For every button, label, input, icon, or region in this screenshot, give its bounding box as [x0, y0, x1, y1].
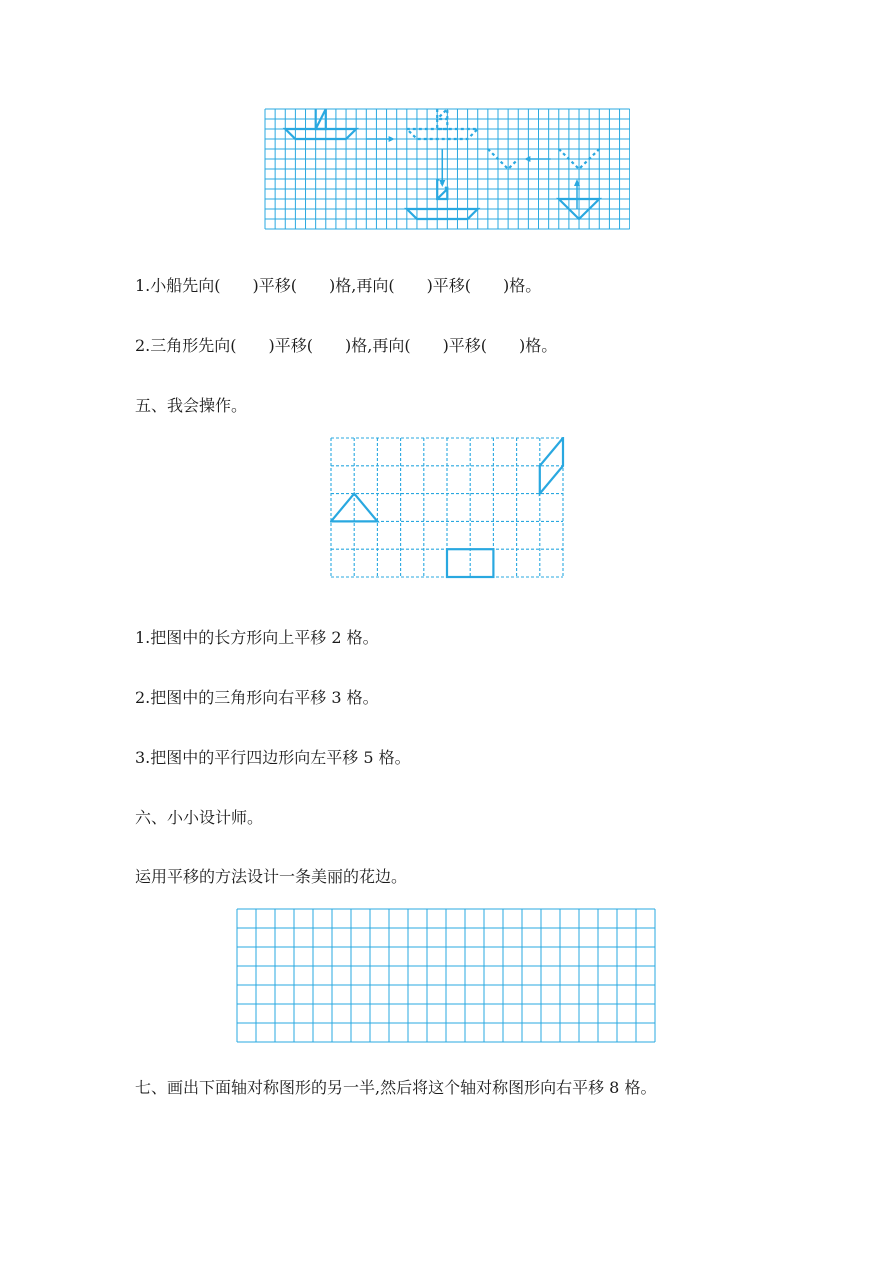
- border-design-grid: [236, 908, 658, 1044]
- operation-figure-grid: [330, 437, 565, 580]
- border-design-svg: [236, 908, 658, 1044]
- section5-heading: 五、我会操作。: [135, 396, 248, 415]
- section7-heading: 七、画出下面轴对称图形的另一半,然后将这个轴对称图形向右平移 8 格。: [135, 1078, 657, 1097]
- arrow-right-head: [389, 136, 395, 142]
- section6-heading: 六、小小设计师。: [135, 808, 264, 827]
- translation-figure-grid: [264, 108, 630, 234]
- operation-figure-svg: [330, 437, 565, 580]
- section5-question-1: 1.把图中的长方形向上平移 2 格。: [135, 628, 379, 647]
- triangle-shape: [331, 494, 377, 522]
- arrow-left-head: [524, 156, 530, 162]
- section4-question-2: 2.三角形先向( )平移( )格,再向( )平移( )格。: [135, 336, 558, 355]
- section4-question-1: 1.小船先向( )平移( )格,再向( )平移( )格。: [135, 276, 542, 295]
- translation-figure-svg: [264, 108, 630, 234]
- grid-lines: [237, 909, 655, 1042]
- grid-lines: [265, 109, 630, 229]
- section5-question-3: 3.把图中的平行四边形向左平移 5 格。: [135, 748, 411, 767]
- section6-instruction: 运用平移的方法设计一条美丽的花边。: [135, 867, 408, 886]
- section5-question-2: 2.把图中的三角形向右平移 3 格。: [135, 688, 379, 707]
